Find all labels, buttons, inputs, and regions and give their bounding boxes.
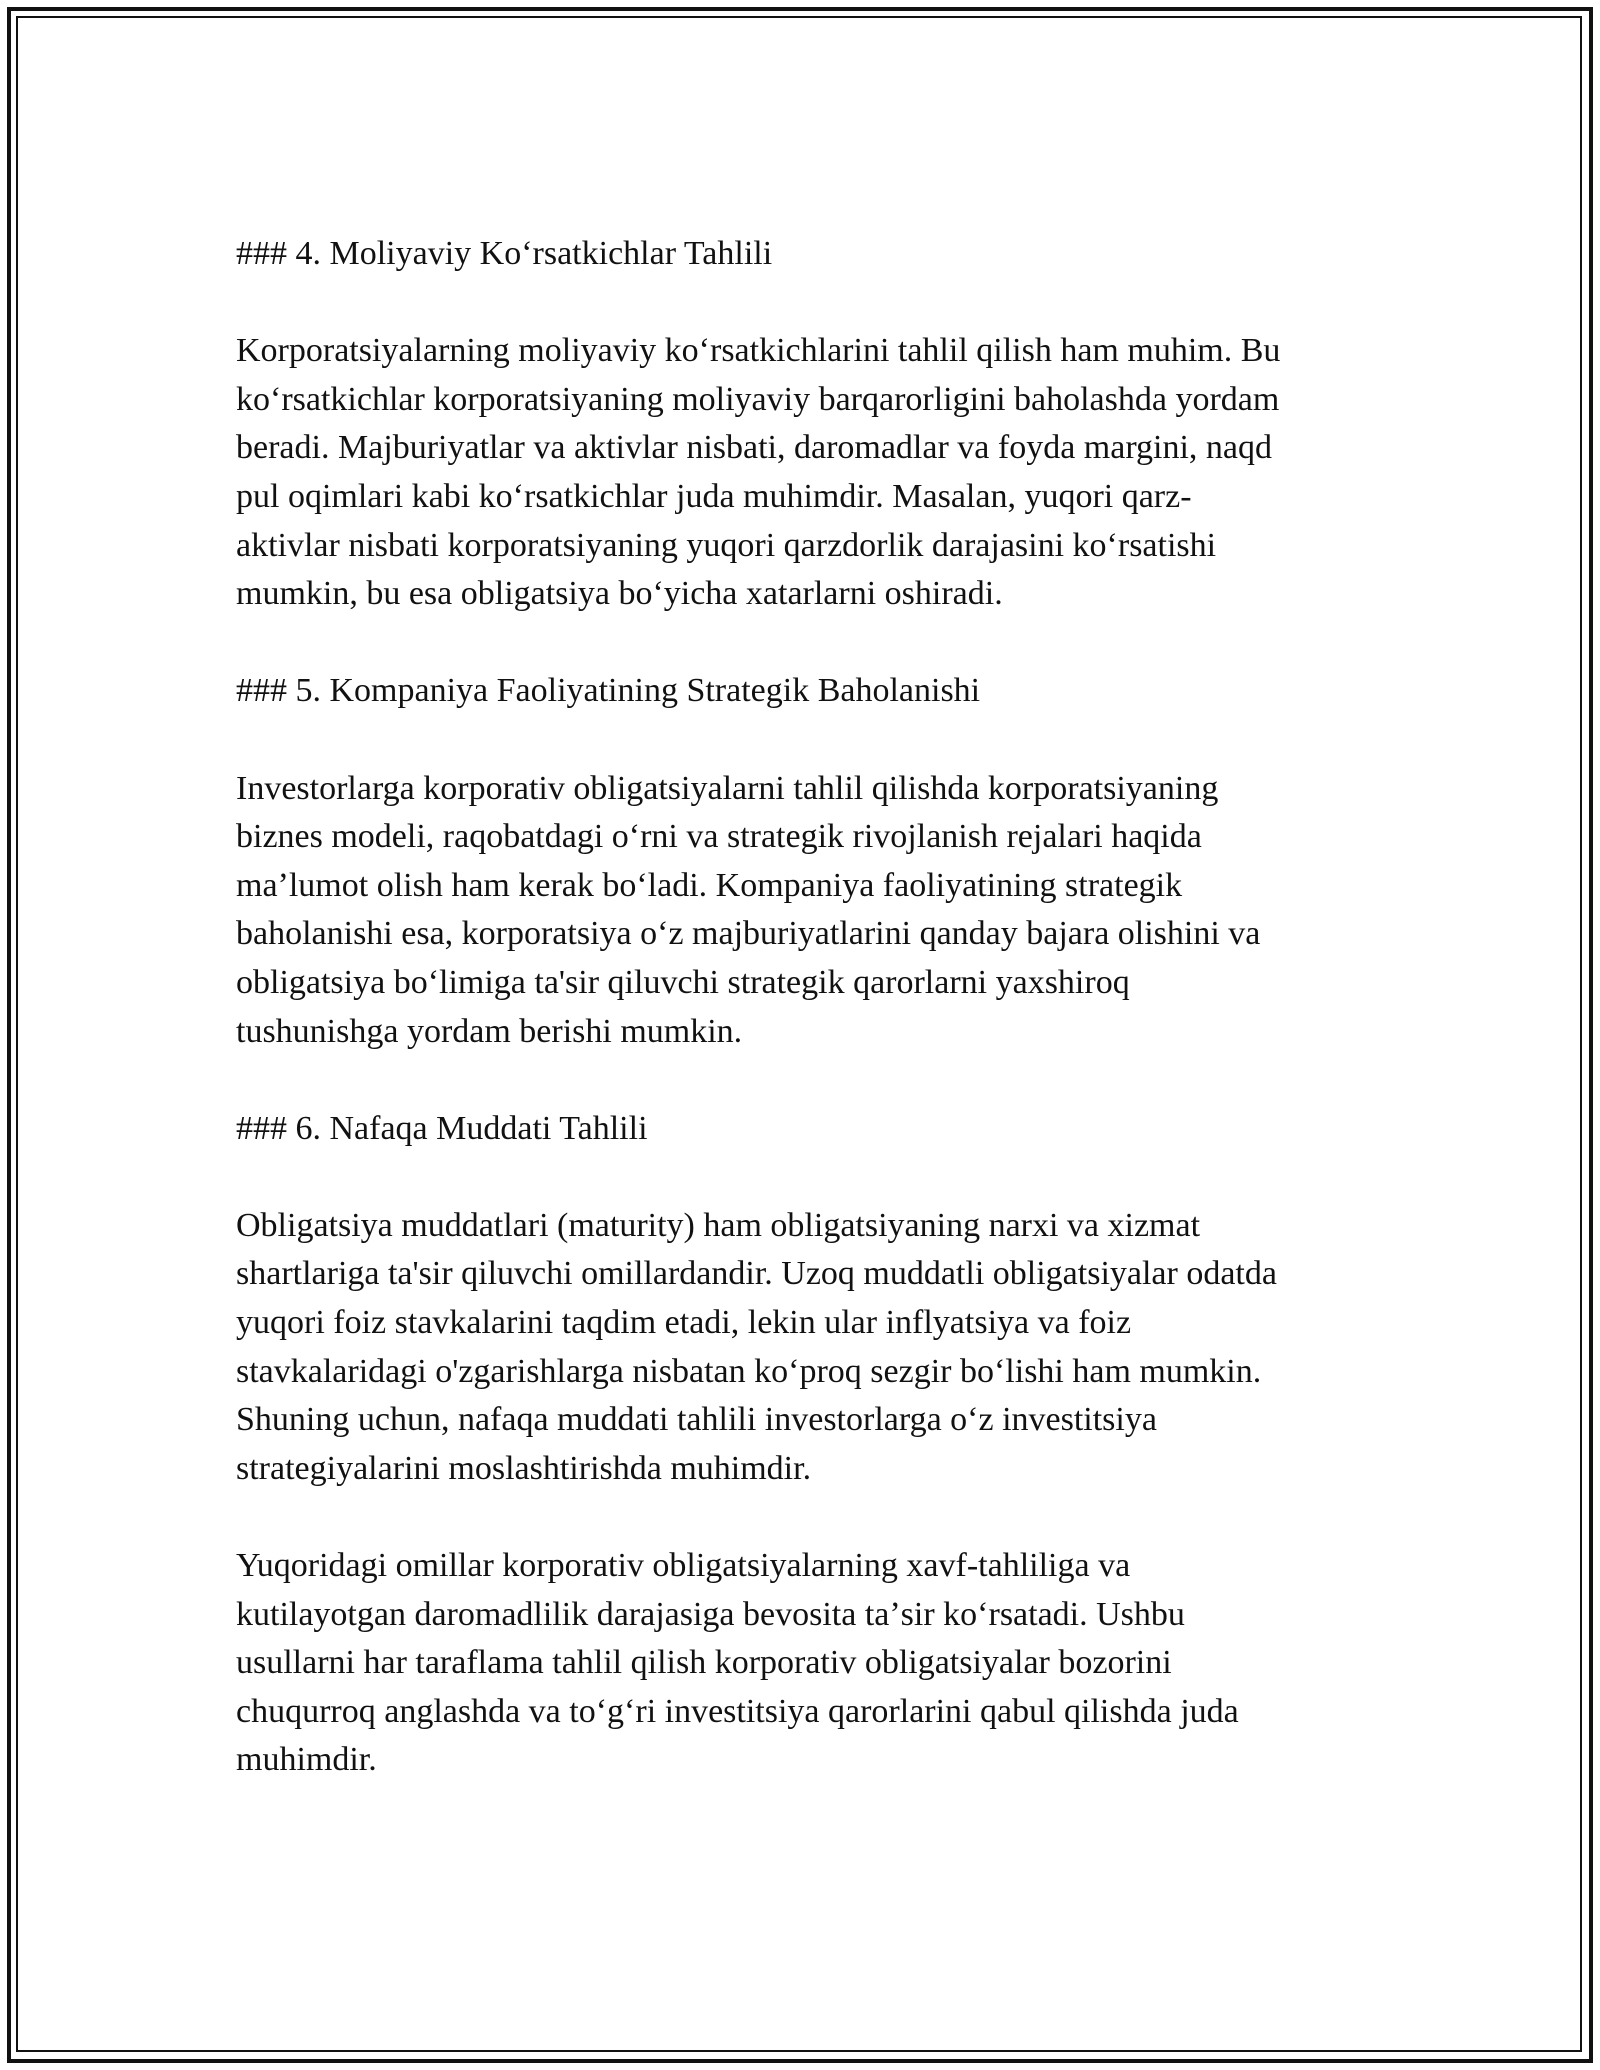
text-line: strategiyalarini moslashtirishda muhimdir.: [236, 1449, 812, 1487]
heading-line: ### 5. Kompaniya Faoliyatining Strategik Baholanishi: [236, 672, 981, 710]
text-line: usullarni har taraflama tahlil qilish korporativ obligatsiyalar bozorini: [236, 1644, 1172, 1682]
paragraph: [236, 1202, 1376, 1494]
paragraph: [236, 1542, 1376, 1785]
section-heading: [236, 1105, 1376, 1154]
text-line: stavkalaridagi o'zgarishlarga nisbatan koʻproq sezgir boʻlishi ham mumkin.: [236, 1352, 1262, 1390]
block-spacer: [236, 1153, 1376, 1202]
block-spacer: [236, 716, 1376, 765]
text-line: Investorlarga korporativ obligatsiyalarni tahlil qilishda korporatsiyaning: [236, 769, 1219, 807]
text-line: maʼlumot olish ham kerak boʻladi. Kompaniya faoliyatining strategik: [236, 866, 1183, 904]
section-heading: [236, 667, 1376, 716]
paragraph: [236, 765, 1376, 1057]
text-line: Shuning uchun, nafaqa muddati tahlili investorlarga oʻz investitsiya: [236, 1401, 1157, 1439]
text-line: kutilayotgan daromadlilik darajasiga bevosita taʼsir koʻrsatadi. Ushbu: [236, 1595, 1185, 1633]
text-line: baholanishi esa, korporatsiya oʻz majburiyatlarini qanday bajara olishini va: [236, 915, 1261, 953]
text-line: yuqori foiz stavkalarini taqdim etadi, lekin ular inflyatsiya va foiz: [236, 1304, 1132, 1342]
block-spacer: [236, 1493, 1376, 1542]
text-line: tushunishga yordam berishi mumkin.: [236, 1012, 743, 1050]
block-spacer: [236, 619, 1376, 668]
heading-line: ### 6. Nafaqa Muddati Tahlili: [236, 1109, 648, 1147]
text-line: koʻrsatkichlar korporatsiyaning moliyaviy barqarorligini baholashda yordam: [236, 380, 1280, 418]
paragraph: [236, 327, 1376, 619]
section-heading: [236, 230, 1376, 279]
text-line: Yuqoridagi omillar korporativ obligatsiyalarning xavf-tahliliga va: [236, 1547, 1131, 1585]
text-line: obligatsiya boʻlimiga ta'sir qiluvchi strategik qarorlarni yaxshiroq: [236, 963, 1130, 1001]
text-line: biznes modeli, raqobatdagi oʻrni va strategik rivojlanish rejalari haqida: [236, 818, 1202, 856]
heading-line: ### 4. Moliyaviy Koʻrsatkichlar Tahlili: [236, 235, 773, 272]
document-body: [236, 230, 1376, 1785]
text-line: chuqurroq anglashda va toʻgʻri investitsiya qarorlarini qabul qilishda juda: [236, 1692, 1239, 1730]
block-spacer: [236, 1056, 1376, 1105]
text-line: pul oqimlari kabi koʻrsatkichlar juda muhimdir. Masalan, yuqori qarz-: [236, 477, 1192, 515]
text-line: muhimdir.: [236, 1741, 377, 1779]
text-line: beradi. Majburiyatlar va aktivlar nisbati, daromadlar va foyda margini, naqd: [236, 429, 1273, 467]
text-line: mumkin, bu esa obligatsiya boʻyicha xatarlarni oshiradi.: [236, 575, 1003, 613]
text-line: Korporatsiyalarning moliyaviy koʻrsatkichlarini tahlil qilish ham muhim. Bu: [236, 332, 1281, 370]
text-line: aktivlar nisbati korporatsiyaning yuqori qarzdorlik darajasini koʻrsatishi: [236, 526, 1217, 564]
text-line: Obligatsiya muddatlari (maturity) ham obligatsiyaning narxi va xizmat: [236, 1206, 1201, 1244]
text-line: shartlariga ta'sir qiluvchi omillardandir. Uzoq muddatli obligatsiyalar odatda: [236, 1255, 1277, 1293]
block-spacer: [236, 279, 1376, 328]
